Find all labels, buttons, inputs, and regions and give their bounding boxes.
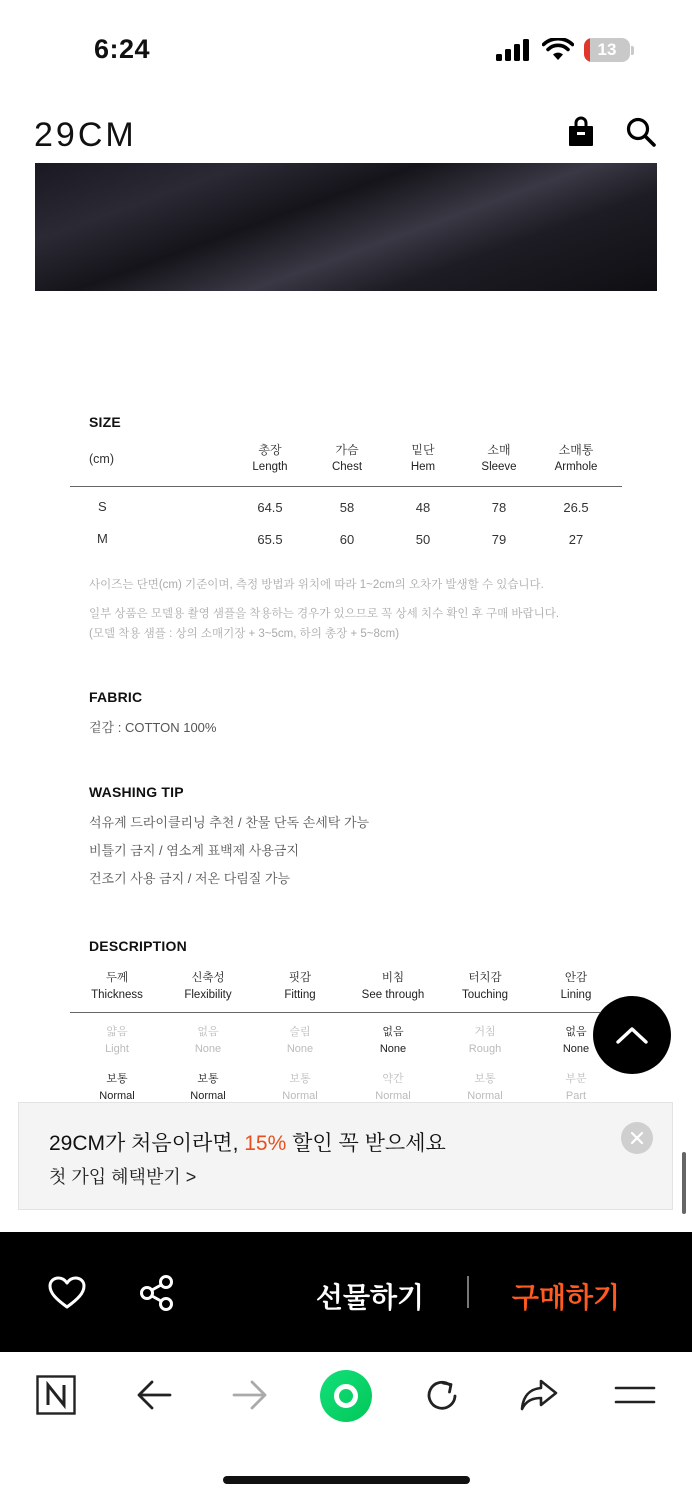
share-nodes-icon[interactable] <box>139 1274 175 1312</box>
fabric-section-title: FABRIC <box>89 689 143 705</box>
description-column-lining <box>526 970 626 1004</box>
description-table-divider <box>70 1012 600 1013</box>
promo-title-suffix: 할인 꼭 받으세요 <box>286 1132 446 1155</box>
forward-arrow-icon[interactable] <box>232 1379 268 1411</box>
washing-line: 비틀기 금지 / 염소계 표백제 사용금지 <box>89 843 300 858</box>
product-fabric-image <box>35 163 657 291</box>
signup-promo-banner[interactable] <box>18 1102 673 1210</box>
description-option: 보통 Normal <box>467 1073 503 1102</box>
column-label-en: Fitting <box>284 989 316 1001</box>
column-label-en: Sleeve <box>481 461 517 473</box>
size-column-armhole <box>536 442 616 476</box>
size-note: (모델 착용 샘플 : 상의 소매기장 + 3~5cm, 하의 총장 + 5~8cm) <box>89 628 400 640</box>
description-option-selected: 없음 None <box>379 1026 407 1055</box>
size-column-hem <box>383 442 463 476</box>
description-option: 보통 Normal <box>282 1073 318 1102</box>
chevron-up-icon <box>615 1025 649 1045</box>
column-label-ko: 비침 <box>381 972 405 984</box>
size-row-label: S <box>98 499 107 514</box>
size-unit-label: (cm) <box>89 452 114 466</box>
battery-level: 13 <box>597 40 617 59</box>
description-section-title: DESCRIPTION <box>89 938 187 954</box>
washing-section-title: WASHING TIP <box>89 784 184 800</box>
buy-button[interactable]: 구매하기 <box>511 1282 621 1313</box>
size-cell: 79 <box>491 532 507 547</box>
promo-close-button[interactable] <box>621 1122 653 1154</box>
washing-line: 건조기 사용 금지 / 저온 다림질 가능 <box>89 871 291 886</box>
back-arrow-icon[interactable] <box>136 1379 172 1411</box>
description-option: 슬림 None <box>286 1026 314 1055</box>
description-column-fitting <box>250 970 350 1004</box>
description-option-selected: 보통 Normal <box>190 1073 226 1102</box>
size-note: 일부 상품은 모델용 촬영 샘플을 착용하는 경우가 있으므로 꼭 상세 치수 확인 후 구매 바랍니다. <box>89 608 560 620</box>
column-label-en: Thickness <box>91 989 143 1001</box>
column-label-en: Lining <box>560 989 592 1001</box>
size-cell: 48 <box>415 500 431 515</box>
column-label-ko: 신축성 <box>191 972 225 984</box>
size-note: 사이즈는 단면(cm) 기준이며, 측정 방법과 위치에 따라 1~2cm의 오차가 발생할 수 있습니다. <box>89 579 544 591</box>
washing-line: 석유계 드라이클리닝 추천 / 찬물 단독 손세탁 가능 <box>89 815 370 830</box>
action-bar-separator <box>467 1276 469 1308</box>
size-cell: 58 <box>339 500 355 515</box>
close-icon <box>630 1131 644 1145</box>
size-column-sleeve <box>459 442 539 476</box>
description-option: 약간 Normal <box>375 1073 411 1102</box>
home-indicator <box>223 1476 470 1484</box>
naver-icon[interactable] <box>36 1375 76 1415</box>
description-column-thickness <box>67 970 167 1004</box>
size-section-title: SIZE <box>89 414 121 430</box>
description-option-selected: 없음 None <box>562 1026 590 1055</box>
gift-button[interactable]: 선물하기 <box>315 1282 425 1313</box>
column-label-en: Chest <box>331 461 363 473</box>
size-cell: 26.5 <box>563 500 589 515</box>
size-row-label: M <box>97 531 108 546</box>
brand-logo[interactable]: 29CM <box>34 116 137 154</box>
column-label-en: See through <box>361 989 425 1001</box>
search-icon[interactable] <box>625 116 657 148</box>
size-table-divider <box>70 486 622 487</box>
battery-indicator <box>584 38 634 62</box>
heart-icon[interactable] <box>48 1276 86 1310</box>
size-column-chest <box>307 442 387 476</box>
description-option: 거침 Rough <box>468 1026 502 1055</box>
promo-discount: 15% <box>244 1132 287 1155</box>
shopping-bag-icon[interactable] <box>565 116 597 148</box>
column-label-ko: 두께 <box>105 972 129 984</box>
column-label-en: Armhole <box>554 461 598 473</box>
purchase-action-bar <box>0 1232 692 1352</box>
menu-icon[interactable] <box>614 1384 656 1406</box>
size-cell: 78 <box>491 500 507 515</box>
description-option: 부분 Part <box>565 1073 587 1102</box>
column-label-ko: 터치감 <box>468 972 502 984</box>
size-cell: 27 <box>568 532 584 547</box>
size-cell: 50 <box>415 532 431 547</box>
size-column-length <box>230 442 310 476</box>
size-cell: 64.5 <box>257 500 283 515</box>
fabric-text: 겉감 : COTTON 100% <box>89 720 217 735</box>
column-label-ko: 총장 <box>258 443 282 457</box>
share-icon[interactable] <box>519 1378 559 1412</box>
scroll-to-top-button[interactable] <box>593 996 671 1074</box>
description-column-touching <box>435 970 535 1004</box>
column-label-ko: 소매통 <box>558 443 594 457</box>
column-label-ko: 안감 <box>564 972 588 984</box>
column-label-en: Hem <box>410 461 436 473</box>
description-option: 없음 None <box>194 1026 222 1055</box>
description-column-flexibility <box>158 970 258 1004</box>
battery-fill <box>584 38 590 62</box>
description-column-see-through <box>343 970 443 1004</box>
column-label-en: Length <box>252 461 288 473</box>
size-cell: 65.5 <box>257 532 283 547</box>
green-home-icon[interactable] <box>320 1370 372 1422</box>
size-cell: 60 <box>339 532 355 547</box>
promo-title-prefix: 29CM가 처음이라면, <box>49 1132 245 1155</box>
status-time: 6:24 <box>94 34 151 64</box>
column-label-en: Touching <box>461 989 509 1001</box>
column-label-ko: 밑단 <box>411 443 435 457</box>
promo-signup-link[interactable]: 첫 가입 혜택받기 > <box>49 1167 197 1187</box>
column-label-en: Flexibility <box>184 989 232 1001</box>
promo-title <box>49 1127 446 1157</box>
description-option-selected: 보통 Normal <box>99 1073 135 1102</box>
column-label-ko: 가슴 <box>335 443 359 457</box>
column-label-ko: 핏감 <box>288 972 312 984</box>
description-option: 얇음 Light <box>105 1026 129 1055</box>
status-icons <box>496 38 634 62</box>
scroll-indicator <box>682 1152 686 1214</box>
refresh-icon[interactable] <box>423 1376 461 1414</box>
column-label-ko: 소매 <box>487 443 511 457</box>
cellular-signal-icon <box>496 39 532 61</box>
wifi-icon <box>542 38 574 62</box>
